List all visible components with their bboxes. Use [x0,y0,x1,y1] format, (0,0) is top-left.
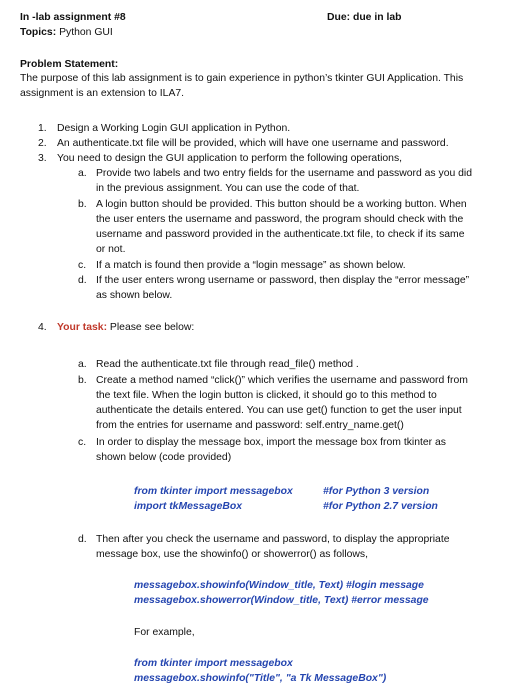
code-comment: #for Python 3 version [323,486,430,497]
item-text: Design a Working Login GUI application in Python. [57,123,291,134]
subitem-letter: b. [78,375,87,386]
subitem-line: Read the authenticate.txt file through read_file() method . [96,359,359,370]
subitem-line: from the entries for username and password: self.entry_name.get() [96,420,404,431]
subitem-line: the user enters the username and password, the program should check with the [96,214,464,225]
code-line: import tkMessageBox [134,501,242,512]
subitem-line: Create a method named “click()” which verifies the username and password from [96,375,468,386]
subitem-letter: a. [78,359,87,370]
subitem-line: authenticate the details entered. You can use get() function to get the user input [96,405,462,416]
subitem-line: If the user enters wrong username or password, then display the “error message” [96,275,470,286]
topics-value: Python GUI [59,27,113,38]
assignment-title: In -lab assignment #8 [20,12,126,23]
item-number: 2. [38,138,47,149]
problem-line-1: The purpose of this lab assignment is to gain experience in python’s tkinter GUI Application. This [20,73,464,84]
code-line: from tkinter import messagebox [134,658,293,669]
subitem-line: message box, use the showinfo() or showerror() as follows, [96,549,368,560]
subitem-line: Provide two labels and two entry fields for the username and password as you did [96,168,473,179]
subitem-line: the text file. When the login button is clicked, it should go to this method to [96,390,437,401]
problem-heading: Problem Statement: [20,59,119,70]
code-line: from tkinter import messagebox [134,486,293,497]
subitem-letter: c. [78,437,87,448]
your-task-text: Please see below: [107,322,195,333]
your-task-line [57,320,194,335]
subitem-line: In order to display the message box, import the message box from tkinter as [96,437,446,448]
code-line: messagebox.showerror(Window_title, Text) #error message [134,595,429,606]
topics-label: Topics: [20,27,57,38]
item-text: You need to design the GUI application to perform the following operations, [57,153,403,164]
subitem-line: in the previous assignment. You can use the code of that. [96,183,360,194]
item-number: 4. [38,322,47,333]
subitem-line: username and password provided in the authenticate.txt file, to check if its same [96,229,465,240]
subitem-line: Then after you check the username and password, to display the appropriate [96,534,450,545]
subitem-line: or not. [96,244,126,255]
topics-line [20,25,113,40]
subitem-line: A login button should be provided. This button should be a working button. When [96,199,467,210]
subitem-letter: d. [78,275,87,286]
subitem-line: If a match is found then provide a “login message” as shown below. [96,260,406,271]
example-label: For example, [134,627,195,638]
subitem-line: as shown below. [96,290,173,301]
subitem-letter: c. [78,260,87,271]
subitem-line: shown below (code provided) [96,452,232,463]
code-comment: #for Python 2.7 version [323,501,438,512]
code-line: messagebox.showinfo("Title", "a Tk MessageBox") [134,673,387,684]
problem-line-2: assignment is an extension to ILA7. [20,88,185,99]
subitem-letter: b. [78,199,87,210]
item-number: 3. [38,153,47,164]
subitem-letter: a. [78,168,87,179]
your-task-label: Your task: [57,322,108,333]
item-text: An authenticate.txt file will be provided, which will have one username and password. [57,138,449,149]
code-line: messagebox.showinfo(Window_title, Text) #login message [134,580,424,591]
subitem-letter: d. [78,534,87,545]
due-date: Due: due in lab [327,12,402,23]
item-number: 1. [38,123,47,134]
